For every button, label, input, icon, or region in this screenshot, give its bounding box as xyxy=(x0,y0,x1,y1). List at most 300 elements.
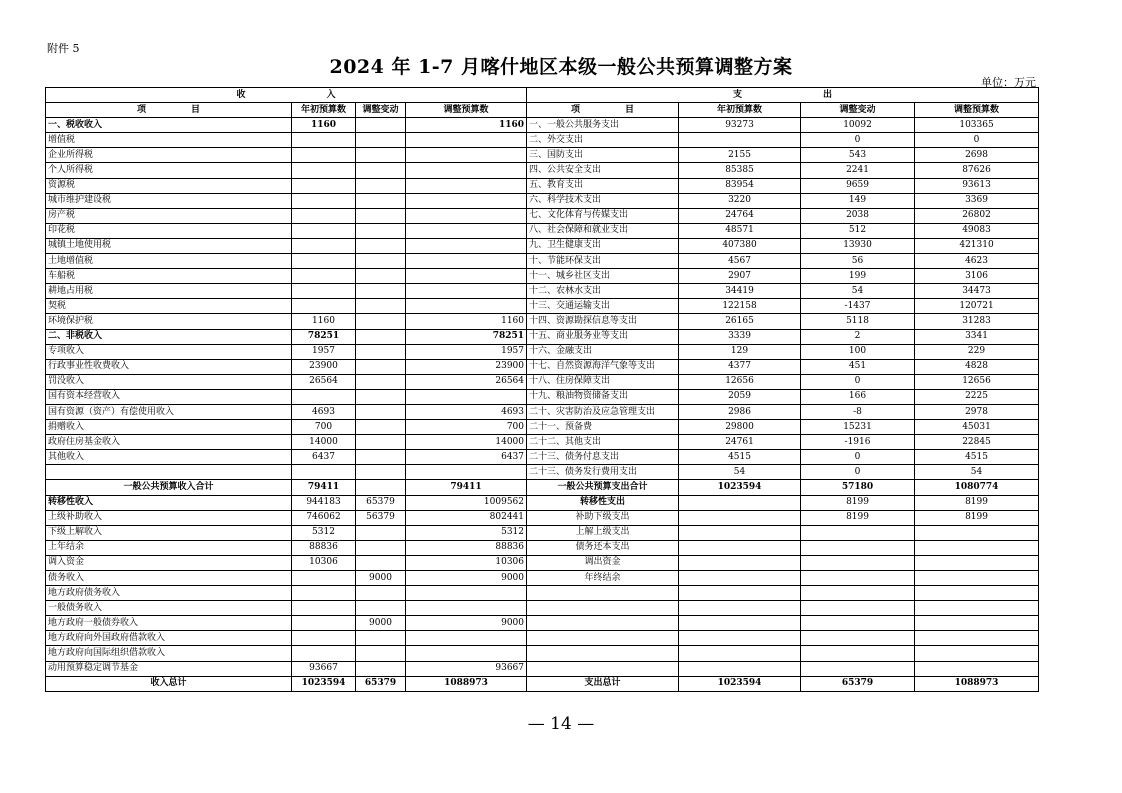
income-initial xyxy=(292,133,356,148)
income-item: 地方政府向外国政府借款收入 xyxy=(46,631,292,646)
income-change xyxy=(356,540,406,555)
budget-table-body xyxy=(46,118,1039,692)
income-change xyxy=(356,254,406,269)
income-initial xyxy=(292,254,356,269)
annex-label: 附件 5 xyxy=(47,42,80,55)
income-initial: 1160 xyxy=(292,118,356,133)
table-row xyxy=(46,661,1039,676)
income-adjusted xyxy=(406,208,527,223)
income-adjusted xyxy=(406,238,527,253)
expense-adjusted: 8199 xyxy=(915,510,1039,525)
expense-adjusted xyxy=(915,540,1039,555)
table-row xyxy=(46,329,1039,344)
income-change xyxy=(356,420,406,435)
income-adjusted: 1160 xyxy=(406,314,527,329)
income-initial xyxy=(292,631,356,646)
expense-adjusted: 87626 xyxy=(915,163,1039,178)
expense-item: 二、外交支出 xyxy=(527,133,679,148)
expense-item: 年终结余 xyxy=(527,571,679,586)
income-initial: 1957 xyxy=(292,344,356,359)
income-adjusted xyxy=(406,465,527,480)
income-initial: 26564 xyxy=(292,374,356,389)
expense-adjusted: 49083 xyxy=(915,223,1039,238)
income-initial: 700 xyxy=(292,420,356,435)
expense-initial xyxy=(679,495,801,510)
expense-item xyxy=(527,586,679,601)
expense-item: 债务还本支出 xyxy=(527,540,679,555)
income-adjusted-header: 调整预算数 xyxy=(406,103,527,118)
income-item: 一、税收收入 xyxy=(46,118,292,133)
expense-change xyxy=(801,525,915,540)
income-initial: 14000 xyxy=(292,435,356,450)
expense-adjusted: 8199 xyxy=(915,495,1039,510)
expense-change xyxy=(801,601,915,616)
expense-initial: 4377 xyxy=(679,359,801,374)
table-row xyxy=(46,540,1039,555)
income-initial: 5312 xyxy=(292,525,356,540)
table-row xyxy=(46,676,1039,691)
income-initial: 10306 xyxy=(292,555,356,570)
income-adjusted: 6437 xyxy=(406,450,527,465)
expense-change: 54 xyxy=(801,284,915,299)
income-change xyxy=(356,450,406,465)
income-change xyxy=(356,238,406,253)
expense-item: 六、科学技术支出 xyxy=(527,193,679,208)
expense-change: 15231 xyxy=(801,420,915,435)
expense-change: 0 xyxy=(801,133,915,148)
expense-change: 149 xyxy=(801,193,915,208)
expense-adjusted-header: 调整预算数 xyxy=(915,103,1039,118)
table-row xyxy=(46,254,1039,269)
expense-item: 三、国防支出 xyxy=(527,148,679,163)
section-header-row xyxy=(46,88,1039,103)
expense-adjusted xyxy=(915,555,1039,570)
expense-initial: 1023594 xyxy=(679,676,801,691)
expense-adjusted: 3341 xyxy=(915,329,1039,344)
expense-item: 二十二、其他支出 xyxy=(527,435,679,450)
expense-change xyxy=(801,571,915,586)
expense-change: 512 xyxy=(801,223,915,238)
income-item: 捐赠收入 xyxy=(46,420,292,435)
income-initial xyxy=(292,646,356,661)
expense-initial: 93273 xyxy=(679,118,801,133)
income-initial xyxy=(292,193,356,208)
expense-adjusted: 103365 xyxy=(915,118,1039,133)
income-initial: 6437 xyxy=(292,450,356,465)
table-row xyxy=(46,299,1039,314)
budget-table xyxy=(45,87,1039,692)
income-adjusted: 1957 xyxy=(406,344,527,359)
income-item: 车船税 xyxy=(46,269,292,284)
income-item xyxy=(46,465,292,480)
income-adjusted: 5312 xyxy=(406,525,527,540)
income-adjusted: 9000 xyxy=(406,571,527,586)
expense-change: 451 xyxy=(801,359,915,374)
income-item: 转移性收入 xyxy=(46,495,292,510)
expense-adjusted: 3106 xyxy=(915,269,1039,284)
expense-change xyxy=(801,540,915,555)
expense-item-header: 项 目 xyxy=(527,103,679,118)
income-item: 国有资源（资产）有偿使用收入 xyxy=(46,404,292,419)
expense-item: 补助下级支出 xyxy=(527,510,679,525)
table-row xyxy=(46,510,1039,525)
income-change xyxy=(356,661,406,676)
table-row xyxy=(46,465,1039,480)
expense-change: 0 xyxy=(801,374,915,389)
expense-item xyxy=(527,646,679,661)
expense-change xyxy=(801,661,915,676)
table-row xyxy=(46,571,1039,586)
income-initial: 746062 xyxy=(292,510,356,525)
expense-item xyxy=(527,601,679,616)
income-change xyxy=(356,208,406,223)
expense-initial: 3220 xyxy=(679,193,801,208)
expense-change: -1916 xyxy=(801,435,915,450)
income-change xyxy=(356,646,406,661)
table-row xyxy=(46,616,1039,631)
expense-initial xyxy=(679,540,801,555)
income-adjusted xyxy=(406,269,527,284)
expense-initial xyxy=(679,525,801,540)
page-title: 2024 年 1-7 月喀什地区本级一般公共预算调整方案 xyxy=(329,56,793,78)
expense-item: 七、文化体育与传媒支出 xyxy=(527,208,679,223)
income-item: 行政事业性收费收入 xyxy=(46,359,292,374)
expense-item: 支出总计 xyxy=(527,676,679,691)
income-item: 契税 xyxy=(46,299,292,314)
expense-adjusted xyxy=(915,661,1039,676)
income-change xyxy=(356,586,406,601)
income-change xyxy=(356,359,406,374)
income-initial: 79411 xyxy=(292,480,356,495)
income-adjusted: 1009562 xyxy=(406,495,527,510)
expense-adjusted: 12656 xyxy=(915,374,1039,389)
table-row xyxy=(46,344,1039,359)
expense-item: 一般公共预算支出合计 xyxy=(527,480,679,495)
income-item: 印花税 xyxy=(46,223,292,238)
table-row xyxy=(46,148,1039,163)
expense-item: 八、社会保障和就业支出 xyxy=(527,223,679,238)
expense-change: 166 xyxy=(801,389,915,404)
income-change-header: 调整变动 xyxy=(356,103,406,118)
expense-initial: 2986 xyxy=(679,404,801,419)
expense-change: 2038 xyxy=(801,208,915,223)
income-item: 地方政府向国际组织借款收入 xyxy=(46,646,292,661)
expense-item: 十六、金融支出 xyxy=(527,344,679,359)
expense-adjusted: 26802 xyxy=(915,208,1039,223)
income-adjusted: 78251 xyxy=(406,329,527,344)
expense-adjusted: 31283 xyxy=(915,314,1039,329)
income-adjusted: 1160 xyxy=(406,118,527,133)
expense-initial: 83954 xyxy=(679,178,801,193)
table-row xyxy=(46,208,1039,223)
unit-label: 单位：万元 xyxy=(981,76,1036,89)
expense-change-header: 调整变动 xyxy=(801,103,915,118)
expense-initial xyxy=(679,646,801,661)
expense-change xyxy=(801,616,915,631)
table-row xyxy=(46,178,1039,193)
expense-adjusted: 120721 xyxy=(915,299,1039,314)
expense-change: 199 xyxy=(801,269,915,284)
income-item-header: 项 目 xyxy=(46,103,292,118)
income-adjusted xyxy=(406,284,527,299)
expense-initial xyxy=(679,133,801,148)
income-initial xyxy=(292,238,356,253)
table-row xyxy=(46,404,1039,419)
income-initial xyxy=(292,465,356,480)
expense-item: 九、卫生健康支出 xyxy=(527,238,679,253)
expense-item: 四、公共安全支出 xyxy=(527,163,679,178)
expense-change: 8199 xyxy=(801,495,915,510)
income-item: 一般债务收入 xyxy=(46,601,292,616)
table-row xyxy=(46,646,1039,661)
table-row xyxy=(46,284,1039,299)
expense-initial: 122158 xyxy=(679,299,801,314)
expense-adjusted: 421310 xyxy=(915,238,1039,253)
table-row xyxy=(46,389,1039,404)
income-change xyxy=(356,284,406,299)
table-row xyxy=(46,118,1039,133)
expense-change: 56 xyxy=(801,254,915,269)
expense-initial: 2907 xyxy=(679,269,801,284)
income-adjusted xyxy=(406,586,527,601)
expense-item: 十四、资源勘探信息等支出 xyxy=(527,314,679,329)
table-row xyxy=(46,435,1039,450)
income-initial xyxy=(292,223,356,238)
income-adjusted: 79411 xyxy=(406,480,527,495)
income-item: 企业所得税 xyxy=(46,148,292,163)
expense-change: 57180 xyxy=(801,480,915,495)
expense-initial: 1023594 xyxy=(679,480,801,495)
income-change xyxy=(356,193,406,208)
table-row xyxy=(46,555,1039,570)
income-change xyxy=(356,601,406,616)
income-adjusted: 700 xyxy=(406,420,527,435)
expense-initial: 48571 xyxy=(679,223,801,238)
income-adjusted: 1088973 xyxy=(406,676,527,691)
income-item: 收入总计 xyxy=(46,676,292,691)
expense-adjusted xyxy=(915,616,1039,631)
expense-item: 十二、农林水支出 xyxy=(527,284,679,299)
expense-adjusted: 0 xyxy=(915,133,1039,148)
expense-change: 5118 xyxy=(801,314,915,329)
expense-change xyxy=(801,586,915,601)
expense-adjusted: 2978 xyxy=(915,404,1039,419)
income-change xyxy=(356,269,406,284)
expense-initial: 24764 xyxy=(679,208,801,223)
expense-item: 二十三、债务付息支出 xyxy=(527,450,679,465)
income-adjusted: 88836 xyxy=(406,540,527,555)
income-initial xyxy=(292,571,356,586)
expense-item: 十七、自然资源海洋气象等支出 xyxy=(527,359,679,374)
income-change xyxy=(356,148,406,163)
table-row xyxy=(46,223,1039,238)
expense-initial: 54 xyxy=(679,465,801,480)
table-row xyxy=(46,450,1039,465)
expense-item: 十九、粮油物资储备支出 xyxy=(527,389,679,404)
expense-change xyxy=(801,555,915,570)
expense-initial xyxy=(679,601,801,616)
expense-adjusted: 4515 xyxy=(915,450,1039,465)
income-initial xyxy=(292,586,356,601)
income-adjusted: 9000 xyxy=(406,616,527,631)
income-change xyxy=(356,344,406,359)
table-row xyxy=(46,359,1039,374)
table-row xyxy=(46,420,1039,435)
income-change xyxy=(356,314,406,329)
income-item: 专项收入 xyxy=(46,344,292,359)
income-change xyxy=(356,404,406,419)
expense-change: 2 xyxy=(801,329,915,344)
expense-adjusted xyxy=(915,646,1039,661)
income-initial: 88836 xyxy=(292,540,356,555)
expense-adjusted xyxy=(915,601,1039,616)
expense-initial: 2155 xyxy=(679,148,801,163)
income-initial-header: 年初预算数 xyxy=(292,103,356,118)
income-initial xyxy=(292,616,356,631)
expense-adjusted: 2698 xyxy=(915,148,1039,163)
expense-item: 一、一般公共服务支出 xyxy=(527,118,679,133)
table-row xyxy=(46,133,1039,148)
income-adjusted: 802441 xyxy=(406,510,527,525)
expense-item: 二十一、预备费 xyxy=(527,420,679,435)
expense-item: 十三、交通运输支出 xyxy=(527,299,679,314)
expense-change xyxy=(801,631,915,646)
income-item: 房产税 xyxy=(46,208,292,223)
income-initial xyxy=(292,208,356,223)
expense-adjusted: 45031 xyxy=(915,420,1039,435)
expense-adjusted: 1080774 xyxy=(915,480,1039,495)
income-item: 城市维护建设税 xyxy=(46,193,292,208)
income-item: 罚没收入 xyxy=(46,374,292,389)
expense-item: 二十、灾害防治及应急管理支出 xyxy=(527,404,679,419)
income-change xyxy=(356,465,406,480)
income-change xyxy=(356,118,406,133)
income-item: 下级上解收入 xyxy=(46,525,292,540)
expense-section-header: 支 出 xyxy=(527,88,1039,103)
expense-initial xyxy=(679,616,801,631)
income-item: 国有资本经营收入 xyxy=(46,389,292,404)
table-row xyxy=(46,631,1039,646)
table-row xyxy=(46,193,1039,208)
income-change xyxy=(356,435,406,450)
table-row xyxy=(46,238,1039,253)
income-section-header: 收 入 xyxy=(46,88,527,103)
expense-initial xyxy=(679,631,801,646)
expense-initial: 34419 xyxy=(679,284,801,299)
expense-initial xyxy=(679,510,801,525)
income-initial xyxy=(292,601,356,616)
expense-initial: 85385 xyxy=(679,163,801,178)
income-change xyxy=(356,555,406,570)
income-change xyxy=(356,163,406,178)
expense-initial-header: 年初预算数 xyxy=(679,103,801,118)
income-adjusted xyxy=(406,178,527,193)
income-adjusted xyxy=(406,254,527,269)
income-item: 环境保护税 xyxy=(46,314,292,329)
expense-item: 十五、商业服务业等支出 xyxy=(527,329,679,344)
income-item: 债务收入 xyxy=(46,571,292,586)
expense-change: -8 xyxy=(801,404,915,419)
income-item: 政府住房基金收入 xyxy=(46,435,292,450)
income-item: 个人所得税 xyxy=(46,163,292,178)
expense-item: 转移性支出 xyxy=(527,495,679,510)
income-item: 城镇土地使用税 xyxy=(46,238,292,253)
income-initial: 1160 xyxy=(292,314,356,329)
income-adjusted: 93667 xyxy=(406,661,527,676)
expense-change: 65379 xyxy=(801,676,915,691)
income-adjusted xyxy=(406,389,527,404)
table-row xyxy=(46,495,1039,510)
table-row xyxy=(46,586,1039,601)
expense-adjusted xyxy=(915,586,1039,601)
income-initial: 4693 xyxy=(292,404,356,419)
income-initial xyxy=(292,284,356,299)
income-initial xyxy=(292,163,356,178)
expense-adjusted: 54 xyxy=(915,465,1039,480)
expense-initial: 2059 xyxy=(679,389,801,404)
expense-item: 调出资金 xyxy=(527,555,679,570)
expense-item xyxy=(527,616,679,631)
income-item: 土地增值税 xyxy=(46,254,292,269)
income-change xyxy=(356,133,406,148)
expense-item: 十、节能环保支出 xyxy=(527,254,679,269)
income-adjusted: 14000 xyxy=(406,435,527,450)
income-adjusted: 26564 xyxy=(406,374,527,389)
expense-change: -1437 xyxy=(801,299,915,314)
expense-adjusted: 2225 xyxy=(915,389,1039,404)
income-change: 9000 xyxy=(356,616,406,631)
income-change xyxy=(356,374,406,389)
income-item: 一般公共预算收入合计 xyxy=(46,480,292,495)
expense-adjusted: 4828 xyxy=(915,359,1039,374)
income-item: 上年结余 xyxy=(46,540,292,555)
income-change xyxy=(356,631,406,646)
expense-item: 二十三、债务发行费用支出 xyxy=(527,465,679,480)
income-item: 增值税 xyxy=(46,133,292,148)
expense-adjusted: 22845 xyxy=(915,435,1039,450)
income-item: 地方政府一般债券收入 xyxy=(46,616,292,631)
expense-initial xyxy=(679,571,801,586)
income-item: 资源税 xyxy=(46,178,292,193)
table-row xyxy=(46,314,1039,329)
expense-adjusted xyxy=(915,571,1039,586)
income-initial: 23900 xyxy=(292,359,356,374)
income-adjusted xyxy=(406,223,527,238)
table-row xyxy=(46,525,1039,540)
table-row xyxy=(46,601,1039,616)
income-change xyxy=(356,480,406,495)
expense-change: 13930 xyxy=(801,238,915,253)
income-initial: 944183 xyxy=(292,495,356,510)
expense-change: 2241 xyxy=(801,163,915,178)
table-row xyxy=(46,374,1039,389)
expense-initial xyxy=(679,555,801,570)
expense-initial: 4567 xyxy=(679,254,801,269)
income-change xyxy=(356,525,406,540)
expense-initial: 407380 xyxy=(679,238,801,253)
income-adjusted xyxy=(406,299,527,314)
income-initial xyxy=(292,148,356,163)
income-adjusted xyxy=(406,148,527,163)
expense-adjusted xyxy=(915,631,1039,646)
income-item: 地方政府债务收入 xyxy=(46,586,292,601)
income-initial xyxy=(292,299,356,314)
income-change: 56379 xyxy=(356,510,406,525)
income-change xyxy=(356,389,406,404)
expense-adjusted xyxy=(915,525,1039,540)
expense-adjusted: 229 xyxy=(915,344,1039,359)
income-initial: 93667 xyxy=(292,661,356,676)
